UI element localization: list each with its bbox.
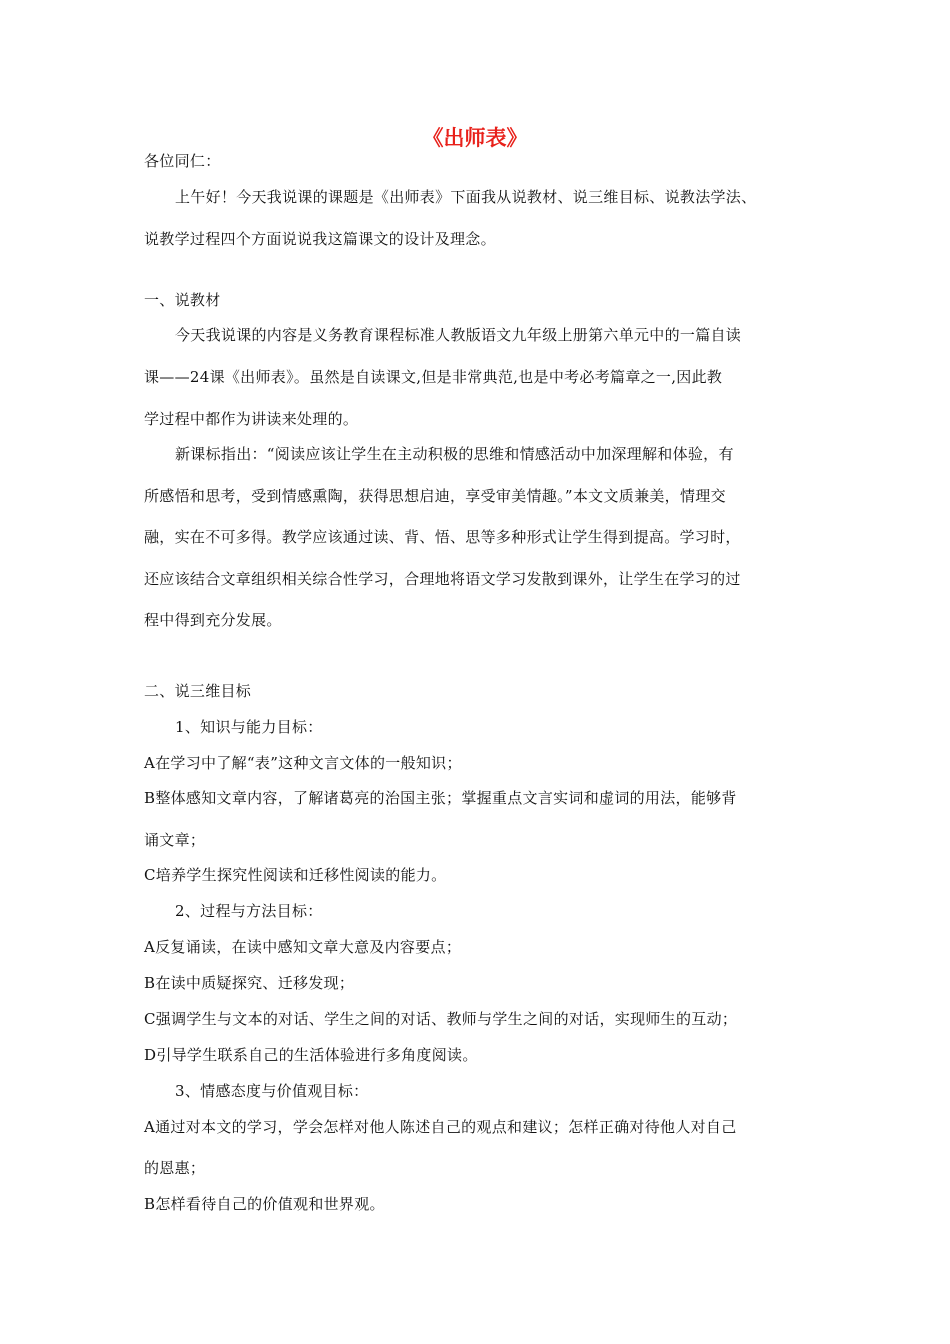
list-item: 诵文章； xyxy=(144,831,206,849)
list-item: 的恩惠； xyxy=(144,1159,206,1177)
paragraph-line: 所感悟和思考，受到情感熏陶，获得思想启迪，享受审美情趣。”本文文质兼美，情理交 xyxy=(144,487,726,505)
paragraph-line: 上午好！今天我说课的课题是《出师表》下面我从说教材、说三维目标、说教法学法、 xyxy=(175,188,757,206)
greeting: 各位同仁： xyxy=(144,152,221,170)
paragraph-line: 程中得到充分发展。 xyxy=(144,611,282,629)
paragraph-line: 学过程中都作为讲读来处理的。 xyxy=(144,410,359,428)
document-title: 《出师表》 xyxy=(422,126,528,150)
paragraph-line: 今天我说课的内容是义务教育课程标准人教版语文九年级上册第六单元中的一篇自读 xyxy=(175,326,742,344)
subsection-heading: 2、过程与方法目标： xyxy=(175,902,323,920)
section-heading: 二、说三维目标 xyxy=(144,682,252,700)
paragraph-line: 新课标指出：“阅读应该让学生在主动积极的思维和情感活动中加深理解和体验，有 xyxy=(175,445,734,463)
subsection-heading: 1、知识与能力目标： xyxy=(175,718,323,736)
list-item: B整体感知文章内容，了解诸葛亮的治国主张；掌握重点文言实词和虚词的用法，能够背 xyxy=(144,789,737,807)
subsection-heading: 3、情感态度与价值观目标： xyxy=(175,1082,369,1100)
list-item: D引导学生联系自己的生活体验进行多角度阅读。 xyxy=(144,1046,478,1064)
paragraph-line: 说教学过程四个方面说说我这篇课文的设计及理念。 xyxy=(144,230,496,248)
paragraph-line: 还应该结合文章组织相关综合性学习，合理地将语文学习发散到课外，让学生在学习的过 xyxy=(144,570,741,588)
list-item: C培养学生探究性阅读和迁移性阅读的能力。 xyxy=(144,866,447,884)
list-item: C强调学生与文本的对话、学生之间的对话、教师与学生之间的对话，实现师生的互动； xyxy=(144,1010,738,1028)
paragraph-line: 课——24课《出师表》。虽然是自读课文,但是非常典范,也是中考必考篇章之一,因此教 xyxy=(144,368,723,386)
list-item: B在读中质疑探究、迁移发现； xyxy=(144,974,355,992)
list-item: A反复诵读，在读中感知文章大意及内容要点； xyxy=(144,938,462,956)
paragraph-line: 融，实在不可多得。教学应该通过读、背、悟、思等多种形式让学生得到提高。学习时， xyxy=(144,528,741,546)
list-item: B怎样看待自己的价值观和世界观。 xyxy=(144,1195,385,1213)
list-item: A在学习中了解“表”这种文言文体的一般知识； xyxy=(144,754,462,772)
list-item: A通过对本文的学习，学会怎样对他人陈述自己的观点和建议；怎样正确对待他人对自己 xyxy=(144,1118,737,1136)
section-heading: 一、说教材 xyxy=(144,291,221,309)
